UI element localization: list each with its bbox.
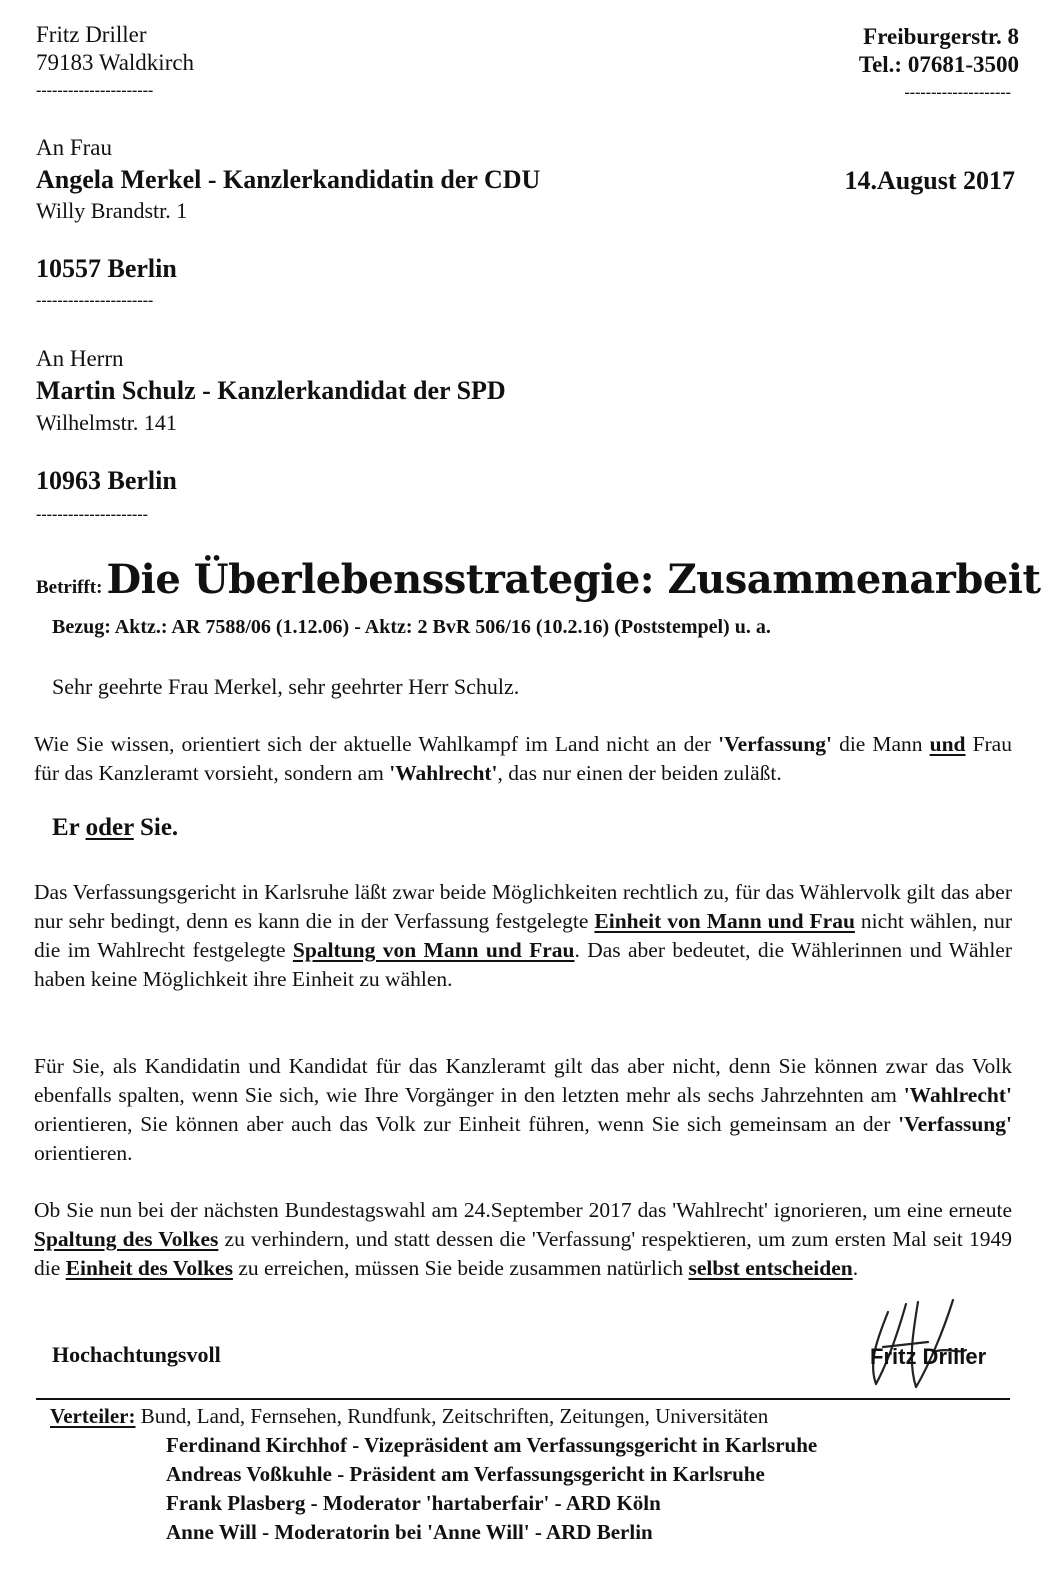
paragraph-1 <box>34 730 1012 788</box>
para2-text: . Das aber bedeutet, die Wählerinnen und Wähler haben keine Möglichkeit ihre Einheit zu wählen. <box>34 938 1012 991</box>
para4-einheit: Einheit des Volkes <box>65 1256 233 1280</box>
para2-text: Das Verfassungsgericht in Karlsruhe läßt zwar beide Möglichkeiten rechtlich zu, für das Wählervolk gilt das aber nur sehr bedingt, denn es kann die in der Verfassung festgelegte <box>34 880 1012 933</box>
subject-reference: Bezug: Aktz.: AR 7588/06 (1.12.06) - Aktz: 2 BvR 506/16 (10.2.16) (Poststempel) u. a. <box>52 616 771 638</box>
recipient1-city: 10557 Berlin <box>36 254 177 283</box>
choice-line <box>52 814 178 842</box>
paragraph-3 <box>34 1052 1012 1168</box>
sender-rule-left: ---------------------- <box>36 82 154 99</box>
recipient2-rule: --------------------- <box>36 506 148 523</box>
sender-city: 79183 Waldkirch <box>36 50 195 75</box>
para1-text: Frau für das Kanzleramt vorsieht, sondern am <box>34 732 1012 785</box>
distribution-item: Anne Will - Moderatorin bei 'Anne Will' - ARD Berlin <box>166 1520 653 1544</box>
recipient1-salutation: An Frau <box>36 135 113 160</box>
para4-text: zu verhindern, und statt dessen die 'Verfassung' respektieren, um zum ersten Mal seit 1949 die <box>34 1227 1012 1280</box>
recipient1-rule: ---------------------- <box>36 292 154 309</box>
recipient1-street: Willy Brandstr. 1 <box>36 198 188 223</box>
choice-sie: Sie. <box>139 814 179 841</box>
sender-phone: Tel.: 07681-3500 <box>858 52 1019 77</box>
para2-einheit: Einheit von Mann und Frau <box>594 909 855 933</box>
para1-wahlrecht: 'Wahlrecht' <box>389 761 498 785</box>
greeting: Sehr geehrte Frau Merkel, sehr geehrter Herr Schulz. <box>52 674 520 699</box>
para3-wahlrecht: 'Wahlrecht' <box>903 1083 1012 1107</box>
distribution-item: Andreas Voßkuhle - Präsident am Verfassungsgericht in Karlsruhe <box>166 1462 765 1486</box>
para4-text: . <box>852 1256 859 1280</box>
recipient2-street: Wilhelmstr. 141 <box>36 410 177 435</box>
subject-title: Die Überlebensstrategie: Zusammenarbeit <box>106 556 1041 603</box>
letter-date: 14.August 2017 <box>844 166 1015 195</box>
sender-rule-right: -------------------- <box>904 84 1011 101</box>
distribution-divider <box>36 1398 1010 1400</box>
sender-street: Freiburgerstr. 8 <box>863 24 1019 49</box>
para1-verfassung: 'Verfassung' <box>718 732 832 756</box>
para3-text: orientieren, Sie können aber auch das Volk zur Einheit führen, wenn Sie sich gemeinsam an der <box>34 1112 899 1136</box>
recipient1-name: Angela Merkel - Kanzlerkandidatin der CDU <box>36 165 541 194</box>
choice-oder: oder <box>85 814 134 841</box>
para1-text: die Mann <box>832 732 930 756</box>
para4-text: Ob Sie nun bei der nächsten Bundestagswahl am 24.September 2017 das 'Wahlrecht' ignorieren, um eine erneute <box>34 1198 1012 1222</box>
recipient2-salutation: An Herrn <box>36 346 124 371</box>
distribution-item: Frank Plasberg - Moderator 'hartaberfair' - ARD Köln <box>166 1491 661 1515</box>
distribution-first-line <box>50 1402 768 1431</box>
recipient2-city: 10963 Berlin <box>36 466 177 495</box>
para1-und: und <box>929 732 966 756</box>
para2-spaltung: Spaltung von Mann und Frau <box>292 938 575 962</box>
subject-line <box>36 556 1040 603</box>
para1-text: Wie Sie wissen, orientiert sich der aktuelle Wahlkampf im Land nicht an der <box>34 732 719 756</box>
signature-scribble <box>858 1292 978 1392</box>
distribution-general: Bund, Land, Fernsehen, Rundfunk, Zeitschriften, Zeitungen, Universitäten <box>140 1404 769 1428</box>
para3-text: Für Sie, als Kandidatin und Kandidat für das Kanzleramt gilt das aber nicht, denn Sie können zwar das Volk ebenfalls spalten, wenn Sie sich, wie Ihre Vorgänger in den letzten mehr als sechs Jahrzehnten am <box>34 1054 1012 1107</box>
recipient2-name: Martin Schulz - Kanzlerkandidat der SPD <box>36 376 506 405</box>
para4-spaltung: Spaltung des Volkes <box>34 1227 219 1251</box>
paragraph-4 <box>34 1196 1012 1283</box>
choice-er: Er <box>52 814 80 841</box>
para4-text: zu erreichen, müssen Sie beide zusammen natürlich <box>232 1256 689 1280</box>
para3-text: orientieren. <box>34 1141 133 1165</box>
para1-text: , das nur einen der beiden zuläßt. <box>497 761 782 785</box>
distribution-item: Ferdinand Kirchhof - Vizepräsident am Verfassungsgericht in Karlsruhe <box>166 1433 818 1457</box>
signature-name: Fritz Driller <box>870 1344 987 1369</box>
paragraph-2 <box>34 878 1012 994</box>
subject-label: Betrifft: <box>36 577 103 598</box>
distribution-label: Verteiler: <box>50 1404 136 1428</box>
para4-entscheiden: selbst entscheiden <box>688 1256 853 1280</box>
sender-name: Fritz Driller <box>36 22 147 47</box>
para2-text: nicht wählen, nur die im Wahlrecht festgelegte <box>34 909 1012 962</box>
para3-verfassung: 'Verfassung' <box>898 1112 1012 1136</box>
closing: Hochachtungsvoll <box>52 1342 221 1367</box>
